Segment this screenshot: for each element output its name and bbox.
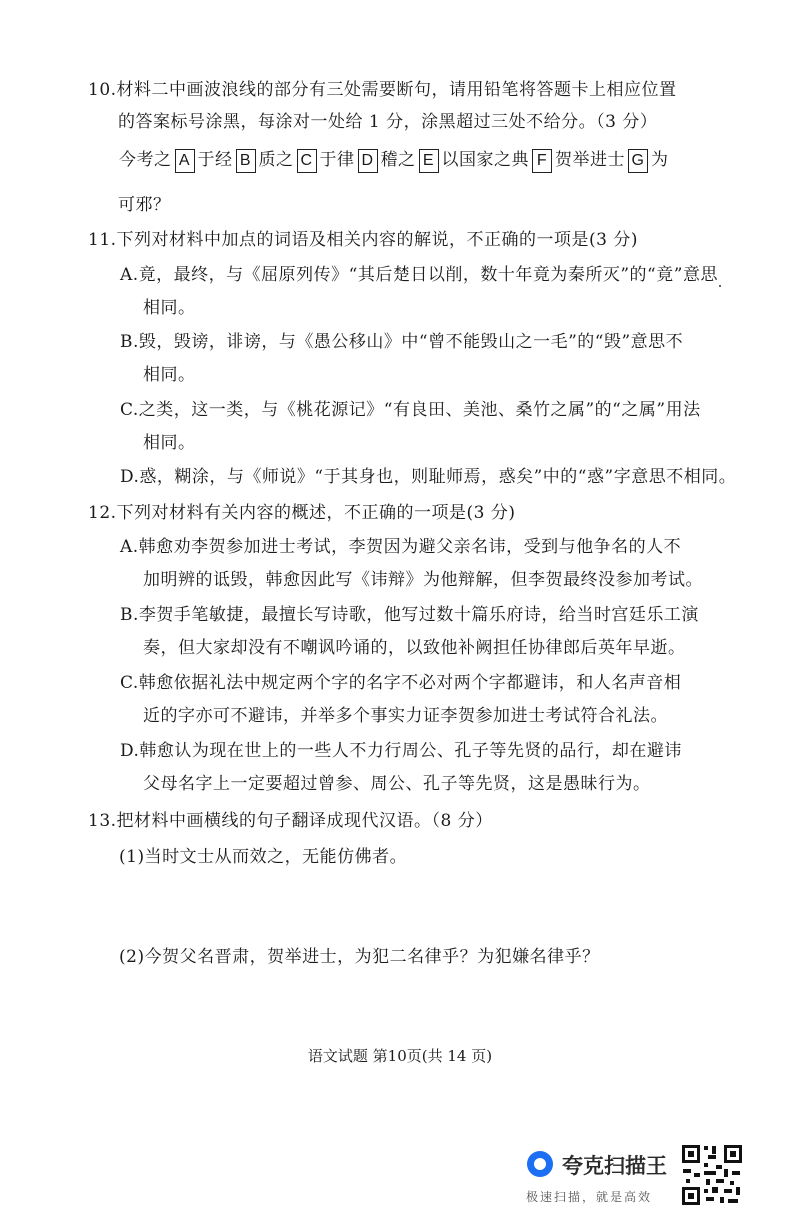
q13-sentence-1: (1)当时文士从而效之，无能仿佛者。: [119, 847, 408, 867]
q12-option-a: A.韩愈劝李贺参加进士考试，李贺因为避父亲名讳，受到与他争名的人不: [120, 537, 682, 557]
q11-option-c-cont: 相同。: [143, 433, 196, 453]
q10-segment: 为: [651, 150, 669, 170]
q12-option-d: D.韩愈认为现在世上的一些人不力行周公、孔子等先贤的品行，却在避讳: [120, 741, 682, 761]
q12-option-c: C.韩愈依据礼法中规定两个字的名字不必对两个字都避讳，和人名声音相: [120, 673, 682, 693]
q10-line4: 可邪？: [118, 195, 171, 215]
q10-line2: 的答案标号涂黑，每涂对一处给 1 分，涂黑超过三处不给分。（3 分）: [118, 112, 658, 132]
q10-segment: 今考之: [119, 150, 172, 170]
q10-segment: 以国家之典: [441, 150, 529, 170]
answer-box-c[interactable]: C: [297, 149, 317, 173]
q10-segment: 贺举进士: [555, 150, 625, 170]
answer-box-g[interactable]: G: [628, 149, 648, 173]
answer-box-b[interactable]: B: [236, 149, 256, 173]
q12-option-c-cont: 近的字亦可不避讳，并举多个事实力证李贺参加进士考试符合礼法。: [143, 706, 668, 726]
page-footer: 语文试题 第10页(共 14 页): [307, 1047, 493, 1065]
q10-sentence: [119, 145, 669, 173]
q13-stem: 13.把材料中画横线的句子翻译成现代汉语。（8 分）: [88, 811, 493, 831]
scanner-watermark: [524, 1148, 674, 1208]
q11-option-b: B.毁，毁谤，诽谤，与《愚公移山》中“曾不能毁山之一毛”的“毁”意思不: [120, 332, 684, 352]
q10-line1: 10.材料二中画波浪线的部分有三处需要断句，请用铅笔将答题卡上相应位置: [88, 80, 677, 100]
q11-option-a-cont: 相同。: [143, 298, 196, 318]
q10-segment: 稽之: [380, 150, 416, 170]
answer-box-f[interactable]: F: [532, 149, 552, 173]
q12-option-d-cont: 父母名字上一定要超过曾参、周公、孔子等先贤，这是愚昧行为。: [143, 774, 651, 794]
scanner-slogan: 极速扫描，就是高效: [526, 1190, 653, 1204]
scanner-logo-icon: [527, 1151, 553, 1177]
answer-box-a[interactable]: A: [175, 149, 195, 173]
q12-option-b-cont: 奏，但大家却没有不嘲讽吟诵的，以致他补阙担任协律郎后英年早逝。: [143, 638, 686, 658]
answer-box-d[interactable]: D: [358, 149, 378, 173]
q11-option-a: A.竟，最终，与《屈原列传》“其后楚日以削，数十年竟为秦所灭”的“竟”意思: [120, 265, 718, 285]
qr-code-icon: [680, 1143, 744, 1207]
q12-option-b: B.李贺手笔敏捷，最擅长写诗歌，他写过数十篇乐府诗，给当时宫廷乐工演: [120, 605, 699, 625]
q11-option-c: C.之类，这一类，与《桃花源记》“有良田、美池、桑竹之属”的“之属”用法: [120, 400, 701, 420]
scanner-app-name: 夸克扫描王: [562, 1154, 667, 1178]
q10-segment: 于律: [319, 150, 355, 170]
q13-sentence-2: (2)今贺父名晋肃，贺举进士，为犯二名律乎？为犯嫌名律乎？: [119, 947, 600, 967]
answer-box-e[interactable]: E: [419, 149, 439, 173]
q11-stem: 11.下列对材料中加点的词语及相关内容的解说，不正确的一项是(3 分): [88, 230, 639, 250]
q11-option-b-cont: 相同。: [143, 365, 196, 385]
q12-stem: 12.下列对材料有关内容的概述，不正确的一项是(3 分): [88, 503, 516, 523]
q10-segment: 质之: [258, 150, 294, 170]
q10-segment: 于经: [197, 150, 233, 170]
q12-option-a-cont: 加明辨的诋毁，韩愈因此写《讳辩》为他辩解，但李贺最终没参加考试。: [143, 570, 703, 590]
scan-speck: [719, 285, 721, 287]
q11-option-d: D.惑，糊涂，与《师说》“于其身也，则耻师焉，惑矣”中的“惑”字意思不相同。: [120, 467, 737, 487]
